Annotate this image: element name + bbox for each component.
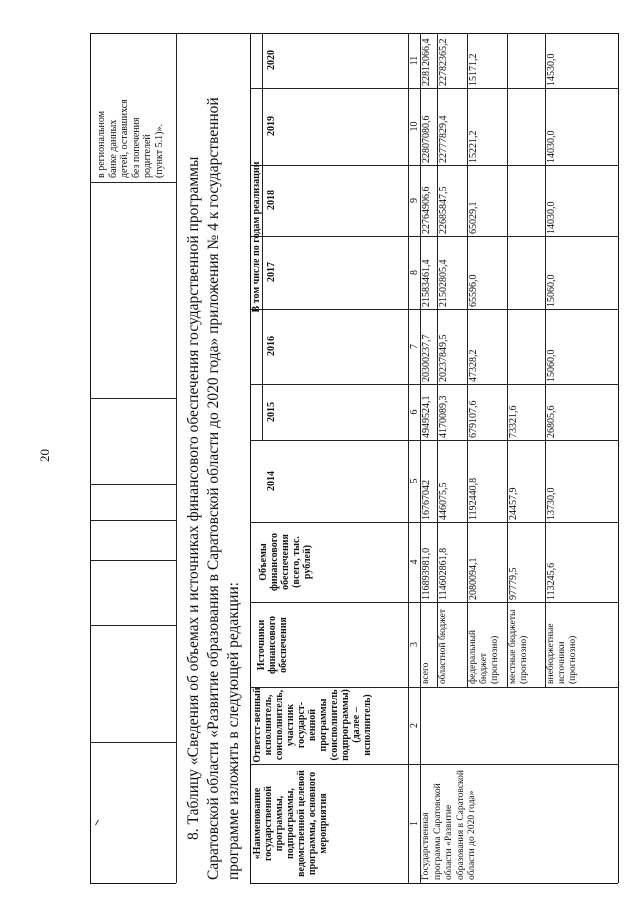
- header-year: 2019: [266, 116, 277, 136]
- column-number: 5: [409, 478, 420, 484]
- column-number: 1: [409, 821, 420, 826]
- row-value: 22807080,6: [421, 115, 432, 163]
- row-value: 15171,2: [468, 53, 479, 86]
- row-value: 20300237,7: [421, 334, 432, 382]
- row-value: 22764906,6: [421, 186, 432, 234]
- header-year: 2017: [266, 262, 277, 282]
- header-col1: «Наименование государственной программы, подпрограммы, ведомственной целевой программы, основного мероприятия: [252, 770, 329, 877]
- row-source: федеральный бюджет (прогнозно): [468, 630, 500, 684]
- row-value: 22812066,4: [421, 38, 432, 86]
- row-value: 73321,6: [508, 405, 519, 438]
- row-value: 14030,0: [546, 130, 557, 163]
- column-number: 11: [409, 55, 420, 66]
- column-number: 4: [409, 559, 420, 565]
- row-value: 1192440,8: [468, 477, 479, 520]
- row-value: 24457,9: [508, 487, 519, 520]
- column-number: 6: [409, 409, 420, 415]
- row-source: местные бюджеты (прогнозно): [508, 609, 529, 684]
- row-value: 4170089,3: [438, 395, 449, 438]
- row-value: 26805,6: [546, 405, 557, 438]
- paragraph-line: программе изложить в следующей редакции:: [225, 582, 242, 880]
- row-value: 15060,0: [546, 349, 557, 382]
- row-value: 21502805,4: [438, 259, 449, 307]
- header-col4: Объемы финансового обеспечения (всего, тыс. рублей): [258, 532, 313, 592]
- row-source: внебюджетные источники (прогнозно): [546, 623, 578, 684]
- row-value: 679107,6: [468, 400, 479, 438]
- header-year: 2015: [266, 402, 277, 422]
- column-number: 2: [409, 723, 420, 728]
- top-table-last-cell: в региональном банке данных детей, оставшихся без попечения родителей (пункт 5.1)».: [96, 99, 165, 178]
- column-number: 7: [409, 344, 420, 349]
- program-name: Государственная программа Саратовской области «Развитие образования в Саратовской области до 2020 года»: [421, 769, 477, 880]
- row-value: 65029,1: [468, 201, 479, 234]
- row-value: 47328,2: [468, 349, 479, 382]
- header-year: 2016: [266, 336, 277, 356]
- row-value: 114602861,8: [438, 547, 449, 600]
- row-value: 16767042: [421, 480, 432, 520]
- row-value: 116893981,0: [421, 547, 432, 600]
- instruction-paragraph: [184, 97, 244, 880]
- row-value: 22777829,4: [438, 115, 449, 163]
- column-number: 8: [409, 270, 420, 275]
- header-col3: Источники финансового обеспечения: [256, 615, 289, 675]
- row-value: 14030,0: [546, 201, 557, 234]
- paragraph-line: Саратовской области «Развитие образования в Саратовской области до 2020 года» приложения № 4 к государственной: [205, 97, 222, 880]
- row-value: 97779,5: [508, 567, 519, 600]
- header-year: 2020: [266, 50, 277, 70]
- row-value: 21583461,4: [421, 259, 432, 307]
- row-value: 113245,6: [546, 562, 557, 600]
- row-source: областной бюджет: [438, 608, 448, 684]
- row-value: 4949524,1: [421, 395, 432, 438]
- row-value: 14530,0: [546, 53, 557, 86]
- row-value: 446075,5: [438, 482, 449, 520]
- row-value: 15221,2: [468, 130, 479, 163]
- header-year: 2018: [266, 190, 277, 210]
- row-value: 22685847,5: [438, 186, 449, 234]
- row-value: 20237849,5: [438, 334, 449, 382]
- row-value: 2080094,1: [468, 557, 479, 600]
- row-source: всего: [421, 662, 431, 684]
- header-col2: Ответст-венный исполнитель, соисполнитель, участник государст-венной программы (соисполнитель подпрограммы) (далее – исполнитель): [252, 687, 373, 763]
- row-value: 13730,0: [546, 487, 557, 520]
- paragraph-line: 8. Таблицу «Сведения об объемах и источниках финансового обеспечения государственной программы: [185, 156, 202, 840]
- page-number: 20: [37, 449, 52, 462]
- column-number: 3: [409, 642, 420, 647]
- row-value: 65596,0: [468, 274, 479, 307]
- header-years-group: В том числе по годам реализации: [251, 161, 262, 313]
- row-value: 15060,0: [546, 274, 557, 307]
- check-mark: [95, 820, 99, 826]
- column-number: 10: [409, 121, 420, 132]
- header-year: 2014: [266, 471, 277, 491]
- row-value: 22782365,2: [438, 38, 449, 86]
- column-number: 9: [409, 198, 420, 203]
